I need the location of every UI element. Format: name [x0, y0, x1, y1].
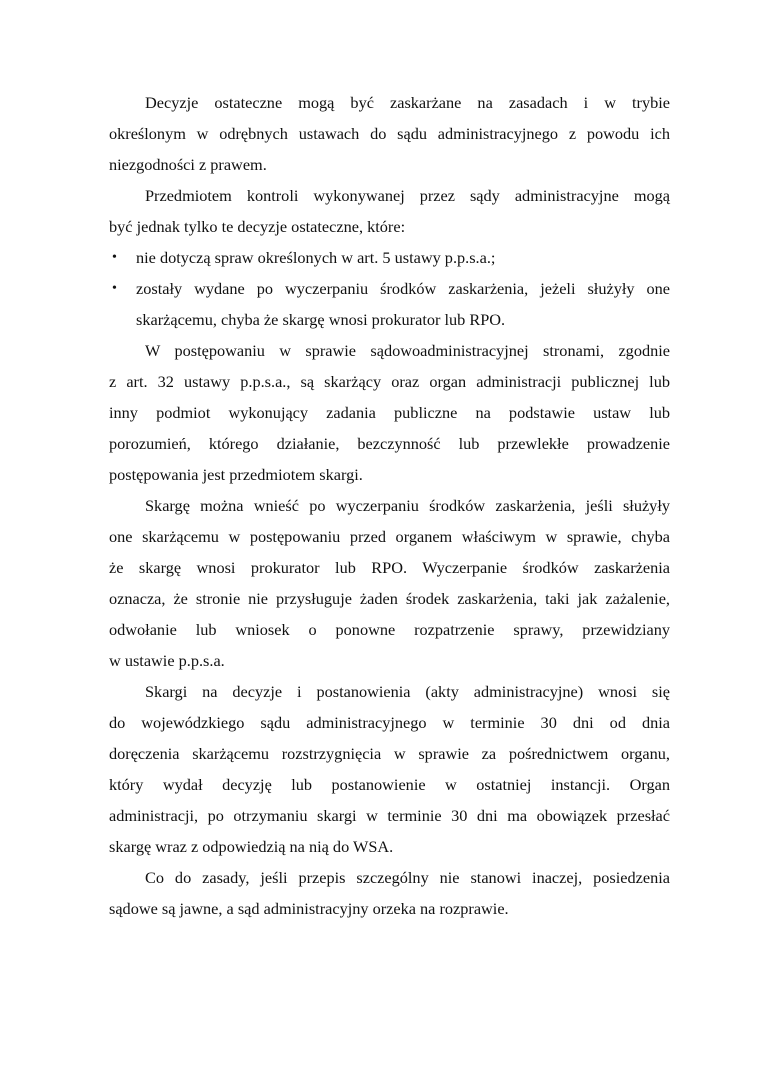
text-line: W postępowaniu w sprawie sądowoadministracyjnej stronami, zgodnie — [145, 341, 670, 360]
text-line: do wojewódzkiego sądu administracyjnego w terminie 30 dni od dnia — [109, 713, 670, 732]
text-line: z art. 32 ustawy p.p.s.a., są skarżący oraz organ administracji publicznej lub — [109, 372, 670, 391]
bullet-icon: • — [112, 281, 117, 296]
line — [109, 862, 670, 893]
line — [109, 490, 670, 521]
line — [109, 800, 670, 831]
text-line: postępowania jest przedmiotem skargi. — [109, 465, 363, 484]
text-line: Skargi na decyzje i postanowienia (akty administracyjne) wnosi się — [145, 682, 670, 701]
bullet-icon: • — [112, 250, 117, 265]
text-line: określonym w odrębnych ustawach do sądu administracyjnego z powodu ich — [109, 124, 670, 143]
paragraph — [109, 676, 670, 862]
line — [109, 707, 670, 738]
line — [109, 893, 670, 924]
text-line: który wydał decyzję lub postanowienie w ostatniej instancji. Organ — [109, 775, 670, 794]
line — [109, 459, 670, 490]
paragraph — [109, 335, 670, 490]
bullet-item — [109, 242, 670, 273]
text-line: administracji, po otrzymaniu skargi w terminie 30 dni ma obowiązek przesłać — [109, 806, 670, 825]
text-line: skargę wraz z odpowiedzią na nią do WSA. — [109, 837, 394, 856]
line — [109, 118, 670, 149]
line — [109, 831, 670, 862]
text-line: Skargę można wnieść po wyczerpaniu środków zaskarżenia, jeśli służyły — [145, 496, 670, 515]
text-line: w ustawie p.p.s.a. — [109, 651, 225, 670]
paragraph — [109, 490, 670, 676]
line — [109, 211, 670, 242]
text-line: odwołanie lub wniosek o ponowne rozpatrzenie sprawy, przewidziany — [109, 620, 670, 639]
line — [109, 273, 670, 304]
line — [109, 149, 670, 180]
text-line: doręczenia skarżącemu rozstrzygnięcia w sprawie za pośrednictwem organu, — [109, 744, 670, 763]
text-line: zostały wydane po wyczerpaniu środków zaskarżenia, jeżeli służyły one — [136, 279, 670, 298]
text-line: Decyzje ostateczne mogą być zaskarżane na zasadach i w trybie — [145, 93, 670, 112]
text-line: niezgodności z prawem. — [109, 155, 267, 174]
line — [109, 614, 670, 645]
line — [109, 583, 670, 614]
line — [109, 335, 670, 366]
line — [109, 242, 670, 273]
text-line: one skarżącemu w postępowaniu przed organem właściwym w sprawie, chyba — [109, 527, 670, 546]
text-line: że skargę wnosi prokurator lub RPO. Wyczerpanie środków zaskarżenia — [109, 558, 670, 577]
document-page — [109, 87, 670, 924]
line — [109, 428, 670, 459]
text-line: inny podmiot wykonujący zadania publiczne na podstawie ustaw lub — [109, 403, 670, 422]
line — [109, 521, 670, 552]
text-line: sądowe są jawne, a sąd administracyjny orzeka na rozprawie. — [109, 899, 509, 918]
text-line: skarżącemu, chyba że skargę wnosi prokurator lub RPO. — [136, 310, 506, 329]
text-line: nie dotyczą spraw określonych w art. 5 ustawy p.p.s.a.; — [136, 248, 496, 267]
text-line: być jednak tylko te decyzje ostateczne, które: — [109, 217, 406, 236]
text-line: Co do zasady, jeśli przepis szczególny nie stanowi inaczej, posiedzenia — [145, 868, 670, 887]
text-line: Przedmiotem kontroli wykonywanej przez sądy administracyjne mogą — [145, 186, 670, 205]
line — [109, 676, 670, 707]
line — [109, 738, 670, 769]
line — [109, 769, 670, 800]
line — [109, 397, 670, 428]
paragraph — [109, 180, 670, 242]
line — [109, 87, 670, 118]
text-line: oznacza, że stronie nie przysługuje żaden środek zaskarżenia, taki jak zażalenie, — [109, 589, 670, 608]
paragraph — [109, 862, 670, 924]
line — [109, 366, 670, 397]
line — [109, 180, 670, 211]
line — [109, 645, 670, 676]
bullet-item — [109, 273, 670, 335]
line — [109, 304, 670, 335]
paragraph — [109, 87, 670, 180]
text-line: porozumień, którego działanie, bezczynność lub przewlekłe prowadzenie — [109, 434, 670, 453]
line — [109, 552, 670, 583]
